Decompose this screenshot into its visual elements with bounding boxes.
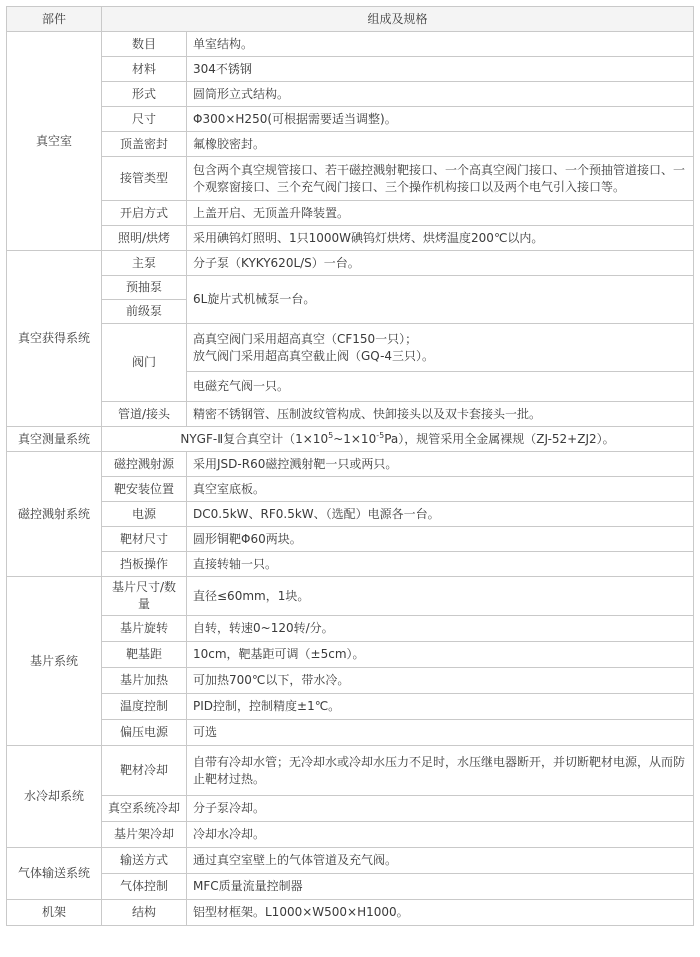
table-row (7, 427, 694, 452)
row-label: 结构 (102, 900, 187, 926)
table-row (7, 276, 694, 300)
table-row (7, 201, 694, 226)
table-row (7, 477, 694, 502)
row-value: 冷却水冷却。 (187, 822, 694, 848)
table-row (7, 527, 694, 552)
table-row (7, 822, 694, 848)
row-value: 6L旋片式机械泵一台。 (187, 276, 694, 324)
header-row (7, 7, 694, 32)
measurement-text: ~1×10 (333, 431, 377, 446)
row-value (187, 324, 694, 372)
table-row (7, 577, 694, 616)
row-label: 顶盖密封 (102, 132, 187, 157)
group-gas: 气体输送系统 (7, 848, 102, 900)
row-value: 包含两个真空规管接口、若干磁控溅射靶接口、一个高真空阀门接口、一个预抽管道接口、一个观察窗接口、三个充气阀门接口、三个操作机构接口以及两个电气引入接口等。 (187, 157, 694, 201)
measurement-text: NYGF-Ⅱ复合真空计（1×10 (180, 431, 329, 446)
row-label: 电源 (102, 502, 187, 527)
group-sputter: 磁控溅射系统 (7, 452, 102, 577)
row-value: 分子泵（KYKY620L/S）一台。 (187, 251, 694, 276)
table-row (7, 251, 694, 276)
row-label: 靶基距 (102, 642, 187, 668)
row-label: 温度控制 (102, 694, 187, 720)
row-value: 采用碘钨灯照明、1只1000W碘钨灯烘烤、烘烤温度200℃以内。 (187, 226, 694, 251)
row-label: 形式 (102, 82, 187, 107)
row-label: 基片尺寸/数量 (102, 577, 187, 616)
exponent: 5 (328, 430, 334, 440)
table-row (7, 874, 694, 900)
row-value: 分子泵冷却。 (187, 796, 694, 822)
row-value: 采用JSD-R60磁控溅射靶一只或两只。 (187, 452, 694, 477)
table-row (7, 132, 694, 157)
row-label: 真空系统冷却 (102, 796, 187, 822)
row-label: 预抽泵 (102, 276, 187, 300)
row-label: 偏压电源 (102, 720, 187, 746)
row-value: 通过真空室壁上的气体管道及充气阀。 (187, 848, 694, 874)
row-label: 靶材尺寸 (102, 527, 187, 552)
table-row (7, 668, 694, 694)
row-label: 照明/烘烤 (102, 226, 187, 251)
row-value: PID控制，控制精度±1℃。 (187, 694, 694, 720)
measurement-value (102, 427, 694, 452)
table-row (7, 157, 694, 201)
row-value: 电磁充气阀一只。 (187, 372, 694, 402)
table-row (7, 616, 694, 642)
table-row (7, 226, 694, 251)
row-label: 气体控制 (102, 874, 187, 900)
table-row (7, 796, 694, 822)
table-row (7, 82, 694, 107)
row-value: 可加热700℃以下，带水冷。 (187, 668, 694, 694)
table-row (7, 900, 694, 926)
group-substrate: 基片系统 (7, 577, 102, 746)
row-value: MFC质量流量控制器 (187, 874, 694, 900)
table-row (7, 452, 694, 477)
table-row (7, 720, 694, 746)
row-value: 上盖开启、无顶盖升降装置。 (187, 201, 694, 226)
row-label: 输送方式 (102, 848, 187, 874)
valve-line: 放气阀门采用超高真空截止阀（GQ-4三只）。 (193, 348, 435, 363)
row-value: 自带有冷却水管；无冷却水或冷却水压力不足时，水压继电器断开，并切断靶材电源，从而防止靶材过热。 (187, 746, 694, 796)
row-label: 开启方式 (102, 201, 187, 226)
row-value: Φ300×H250(可根据需要适当调整)。 (187, 107, 694, 132)
row-value: 精密不锈钢管、压制波纹管构成、快卸接头以及双卡套接头一批。 (187, 402, 694, 427)
exponent: -5 (376, 430, 385, 440)
group-cooling: 水冷却系统 (7, 746, 102, 848)
table-row (7, 694, 694, 720)
row-label: 基片加热 (102, 668, 187, 694)
row-label: 挡板操作 (102, 552, 187, 577)
row-label: 磁控溅射源 (102, 452, 187, 477)
row-value: 圆形铜靶Φ60两块。 (187, 527, 694, 552)
row-value: 直接转轴一只。 (187, 552, 694, 577)
row-label: 材料 (102, 57, 187, 82)
header-spec: 组成及规格 (102, 7, 694, 32)
row-label: 靶材冷却 (102, 746, 187, 796)
row-label: 基片架冷却 (102, 822, 187, 848)
row-label: 主泵 (102, 251, 187, 276)
row-value: 真空室底板。 (187, 477, 694, 502)
row-label: 基片旋转 (102, 616, 187, 642)
row-label: 阀门 (102, 324, 187, 402)
row-value: 铝型材框架。L1000×W500×H1000。 (187, 900, 694, 926)
header-part: 部件 (7, 7, 102, 32)
group-frame: 机架 (7, 900, 102, 926)
group-measurement: 真空测量系统 (7, 427, 102, 452)
table-row (7, 848, 694, 874)
row-value: 10cm，靶基距可调（±5cm）。 (187, 642, 694, 668)
row-label: 靶安装位置 (102, 477, 187, 502)
row-value: DC0.5kW、RF0.5kW、（选配）电源各一台。 (187, 502, 694, 527)
table-row (7, 32, 694, 57)
row-label: 数目 (102, 32, 187, 57)
table-row (7, 502, 694, 527)
table-row (7, 402, 694, 427)
row-label: 接管类型 (102, 157, 187, 201)
row-value: 直径≤60mm，1块。 (187, 577, 694, 616)
row-value: 304不锈钢 (187, 57, 694, 82)
row-value: 单室结构。 (187, 32, 694, 57)
table-row (7, 57, 694, 82)
spec-table (6, 6, 694, 926)
row-value: 圆筒形立式结构。 (187, 82, 694, 107)
row-value: 氟橡胶密封。 (187, 132, 694, 157)
row-label: 前级泵 (102, 300, 187, 324)
row-value: 可选 (187, 720, 694, 746)
table-row (7, 552, 694, 577)
row-label: 尺寸 (102, 107, 187, 132)
valve-line: 高真空阀门采用超高真空（CF150一只）； (193, 331, 418, 346)
row-label: 管道/接头 (102, 402, 187, 427)
table-row (7, 324, 694, 372)
table-row (7, 107, 694, 132)
measurement-text: Pa），规管采用全金属裸规（ZJ-52+ZJ2）。 (384, 431, 615, 446)
table-row (7, 746, 694, 796)
group-acquisition: 真空获得系统 (7, 251, 102, 427)
table-row (7, 642, 694, 668)
group-chamber: 真空室 (7, 32, 102, 251)
row-value: 自转，转速0~120转/分。 (187, 616, 694, 642)
